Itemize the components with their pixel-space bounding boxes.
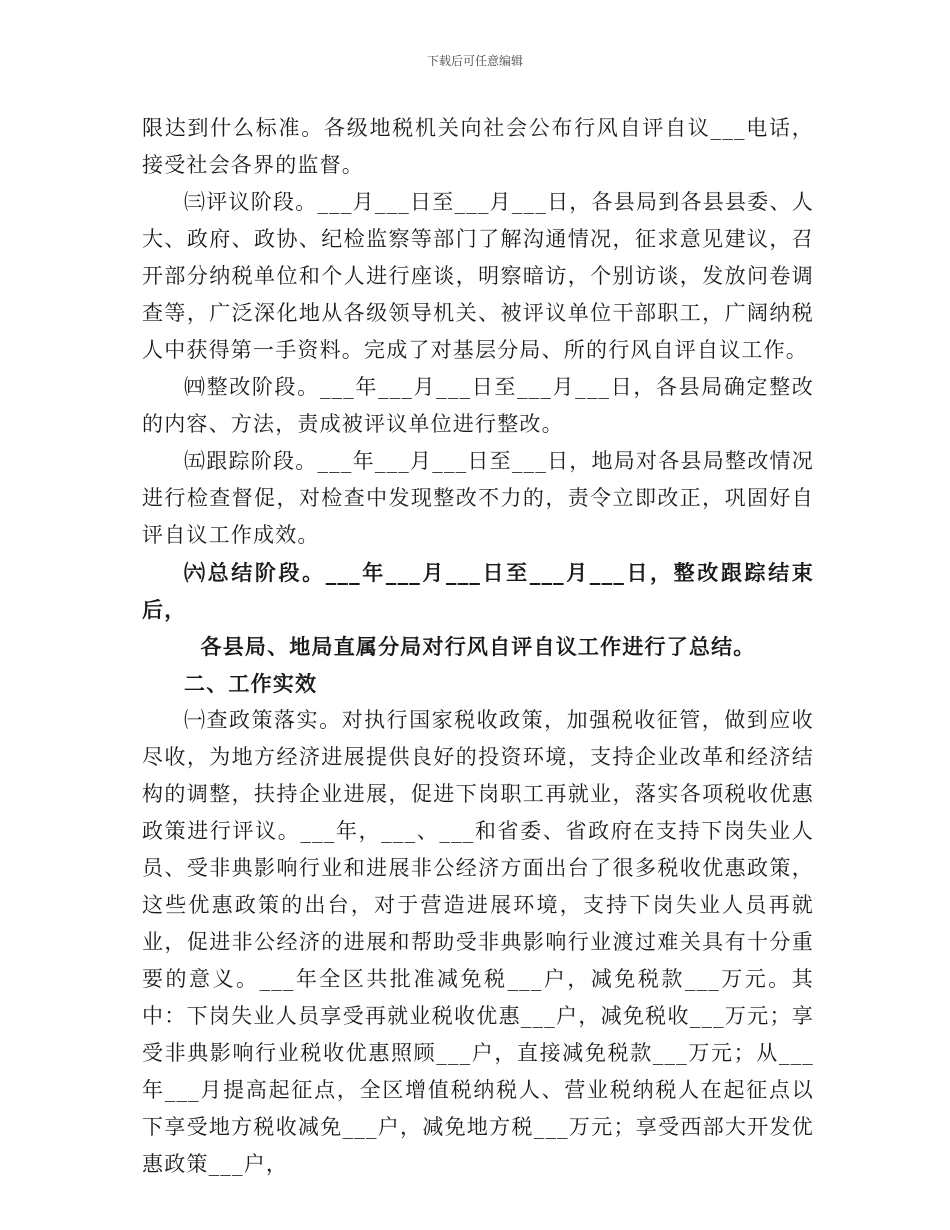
paragraph-review-stage: ㈢评议阶段。___月___日至___月___日，各县局到各县县委、人大、政府、政协、纪检监察等部门了解沟通情况，征求意见建议，召开部分纳税单位和个人进行座谈，明察暗访，个别访谈，发放问卷调查等，广泛深化地从各级领导机关、被评议单位干部职工，广阔纳税人中获得第一手资料。完成了对基层分局、所的行风自评自议工作。	[142, 190, 814, 362]
paragraph-tracking-stage: ㈤跟踪阶段。___年___月___日至___日，地局对各县局整改情况进行检查督促，对检查中发现整改不力的，责令立即改正，巩固好自评自议工作成效。	[142, 449, 814, 547]
paragraph-intro: 限达到什么标准。各级地税机关向社会公布行风自评自议___电话，接受社会各界的监督。	[142, 116, 814, 177]
paragraph-summary-stage-cont: 各县局、地局直属分局对行风自评自议工作进行了总结。	[200, 634, 756, 659]
paragraph-rectify-stage: ㈣整改阶段。___年___月___日至___月___日，各县局确定整改的内容、方法，责成被评议单位进行整改。	[142, 375, 814, 436]
paragraph-summary-stage: ㈥总结阶段。___年___月___日至___月___日，整改跟踪结束后，	[142, 560, 814, 622]
section-heading-results: 二、工作实效	[184, 671, 318, 696]
paragraph-policy-check: ㈠查政策落实。对执行国家税收政策，加强税收征管，做到应收尽收，为地方经济进展提供良好的投资环境，支持企业改革和经济结构的调整，扶持企业进展，促进下岗职工再就业，落实各项税收优惠政策进行评议。___年，___、___和省委、省政府在支持下岗失业人员、受非典影响行业和进展非公经济方面出台了很多税收优惠政策，这些优惠政策的出台，对于营造进展环境，支持下岗失业人员再就业，促进非公经济的进展和帮助受非典影响行业渡过难关具有十分重要的意义。___年全区共批准减免税___户，减免税款___万元。其中：下岗失业人员享受再就业税收优惠___户，减免税收___万元；享受非典影响行业税收优惠照顾___户，直接减免税款___万元；从___年___月提高起征点，全区增值税纳税人、营业税纳税人在起征点以下享受地方税收减免___户，减免地方税___万元；享受西部大开发优惠政策___户，	[142, 708, 814, 1176]
page-header: 下载后可任意编辑	[426, 54, 523, 68]
document-body	[142, 110, 814, 1183]
